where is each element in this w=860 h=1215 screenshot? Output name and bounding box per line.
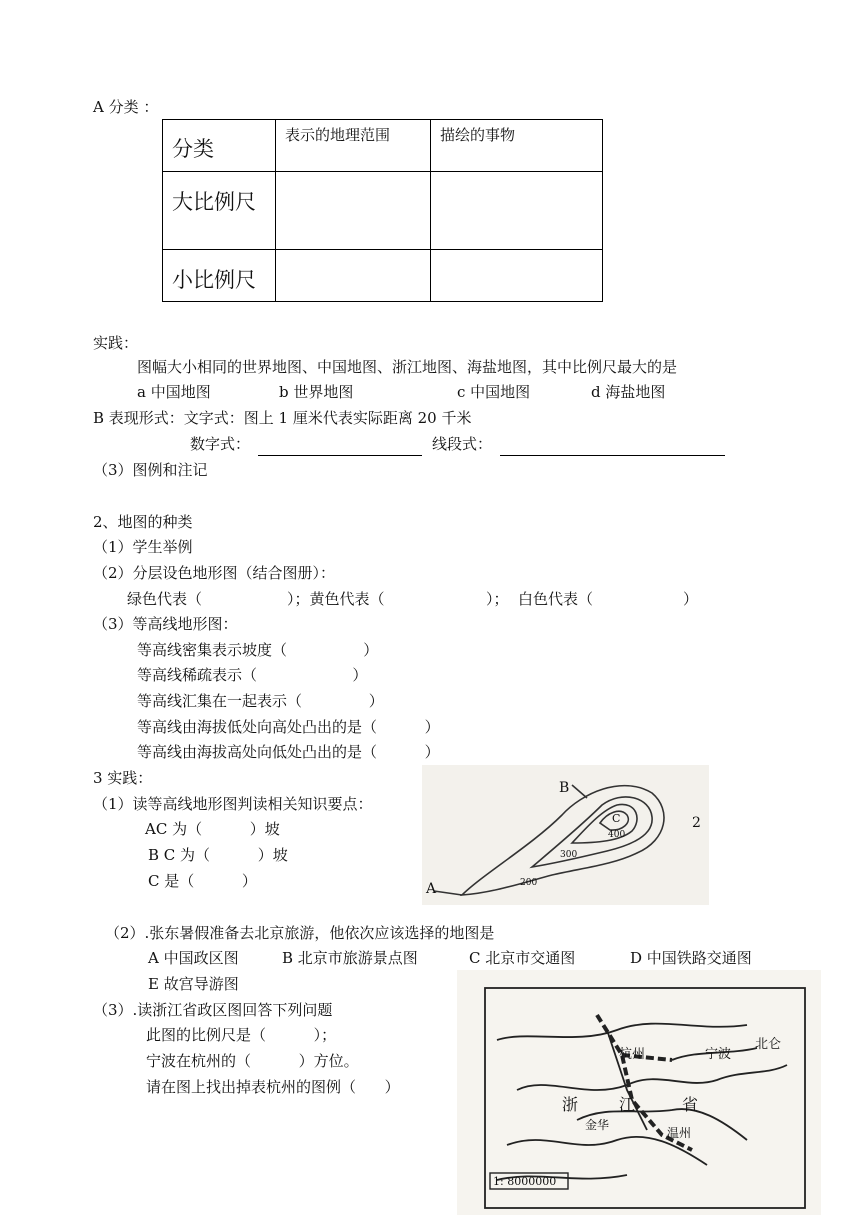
map-label-beilun: 北仑 xyxy=(755,1037,782,1052)
map-types-heading: 2、地图的种类 xyxy=(93,513,193,531)
contour-line-4: 等高线由海拔低处向高处凸出的是（ ） xyxy=(137,718,440,736)
numeric-form-label: 数字式： xyxy=(190,435,251,453)
section-b-text-form: B 表现形式：文字式：图上 1 厘米代表实际距离 20 千米 xyxy=(93,409,472,427)
contour-label-c: C xyxy=(612,812,621,825)
color-white: ）； 白色代表（ xyxy=(486,590,594,608)
segment-form-blank[interactable] xyxy=(500,455,725,456)
q2-option-e: E 故宫导游图 xyxy=(148,975,239,993)
legend-notes-item: （3）图例和注记 xyxy=(93,461,208,479)
types-item-1: （1）学生举例 xyxy=(93,538,193,556)
contour-label-300: 300 xyxy=(560,850,578,860)
q2-option-a: A 中国政区图 xyxy=(148,949,239,967)
map-label-jinhua: 金华 xyxy=(585,1118,610,1132)
map-label-ningbo: 宁波 xyxy=(705,1047,732,1062)
practice-label: 实践： xyxy=(93,334,139,352)
q2-option-b: B 北京市旅游景点图 xyxy=(282,949,418,967)
types-item-3: （3）等高线地形图： xyxy=(93,615,238,633)
color-white-close: ） xyxy=(683,590,699,608)
color-yellow: ）；黄色代表（ xyxy=(287,590,385,608)
table-row-small-scale: 小比例尺 xyxy=(172,268,256,292)
option-c: c 中国地图 xyxy=(457,383,531,401)
contour-map-image xyxy=(422,765,709,905)
practice-question: 图幅大小相同的世界地图、中国地图、浙江地图、海盐地图，其中比例尺最大的是 xyxy=(137,358,678,376)
practice3-heading: 3 实践： xyxy=(93,769,153,787)
contour-line-3: 等高线汇集在一起表示（ ） xyxy=(137,692,384,710)
contour-label-400: 400 xyxy=(608,830,626,840)
q2-option-d: D 中国铁路交通图 xyxy=(630,949,752,967)
map-label-jiang: 江 xyxy=(619,1095,636,1114)
practice3-q1: （1）读等高线地形图判读相关知识要点： xyxy=(93,795,373,813)
q3-direction-line: 宁波在杭州的（ ）方位。 xyxy=(146,1052,359,1070)
option-b: b 世界地图 xyxy=(279,383,354,401)
map-scale-label: 1: 8000000 xyxy=(493,1175,557,1188)
contour-label-a: A xyxy=(426,881,437,897)
q3-scale-line: 此图的比例尺是（ ）； xyxy=(146,1026,337,1044)
q1-bc-slope: B C 为（ ）坡 xyxy=(148,846,288,864)
map-label-hangzhou: 杭州 xyxy=(619,1047,646,1062)
numeric-form-blank[interactable] xyxy=(258,455,422,456)
q3-legend-line: 请在图上找出掉表杭州的图例（ ） xyxy=(146,1078,400,1096)
option-d: d 海盐地图 xyxy=(591,383,666,401)
table-header-range: 表示的地理范围 xyxy=(285,126,391,144)
table-row-large-scale: 大比例尺 xyxy=(172,190,256,214)
section-a-heading: A 分类 ： xyxy=(93,98,159,116)
zhejiang-map-image xyxy=(457,970,821,1215)
contour-line-2: 等高线稀疏表示（ ） xyxy=(137,666,368,684)
contour-line-5: 等高线由海拔高处向低处凸出的是（ ） xyxy=(137,743,440,761)
practice3-q2: （2）.张东暑假准备去北京旅游，他依次应该选择的地图是 xyxy=(105,924,495,942)
practice3-q3: （3）.读浙江省政区图回答下列问题 xyxy=(93,1001,333,1019)
option-a: a 中国地图 xyxy=(137,383,211,401)
types-item-2: （2）分层设色地形图（结合图册）： xyxy=(93,564,336,582)
map-label-zhe: 浙 xyxy=(562,1095,579,1114)
map-label-sheng: 省 xyxy=(682,1095,699,1114)
contour-label-200: 200 xyxy=(520,878,538,888)
q2-option-c: C 北京市交通图 xyxy=(469,949,576,967)
map-label-wenzhou: 温州 xyxy=(667,1126,692,1140)
contour-label-b: B xyxy=(559,780,570,796)
table-header-category: 分类 xyxy=(172,137,214,161)
contour-line-1: 等高线密集表示坡度（ ） xyxy=(137,641,379,659)
color-green: 绿色代表（ xyxy=(127,590,203,608)
table-header-things: 描绘的事物 xyxy=(440,126,516,144)
q1-c-point: C 是（ ） xyxy=(148,872,257,890)
segment-form-label: 线段式： xyxy=(432,435,493,453)
q1-ac-slope: AC 为（ ）坡 xyxy=(145,820,280,838)
contour-label-2: 2 xyxy=(692,815,701,831)
